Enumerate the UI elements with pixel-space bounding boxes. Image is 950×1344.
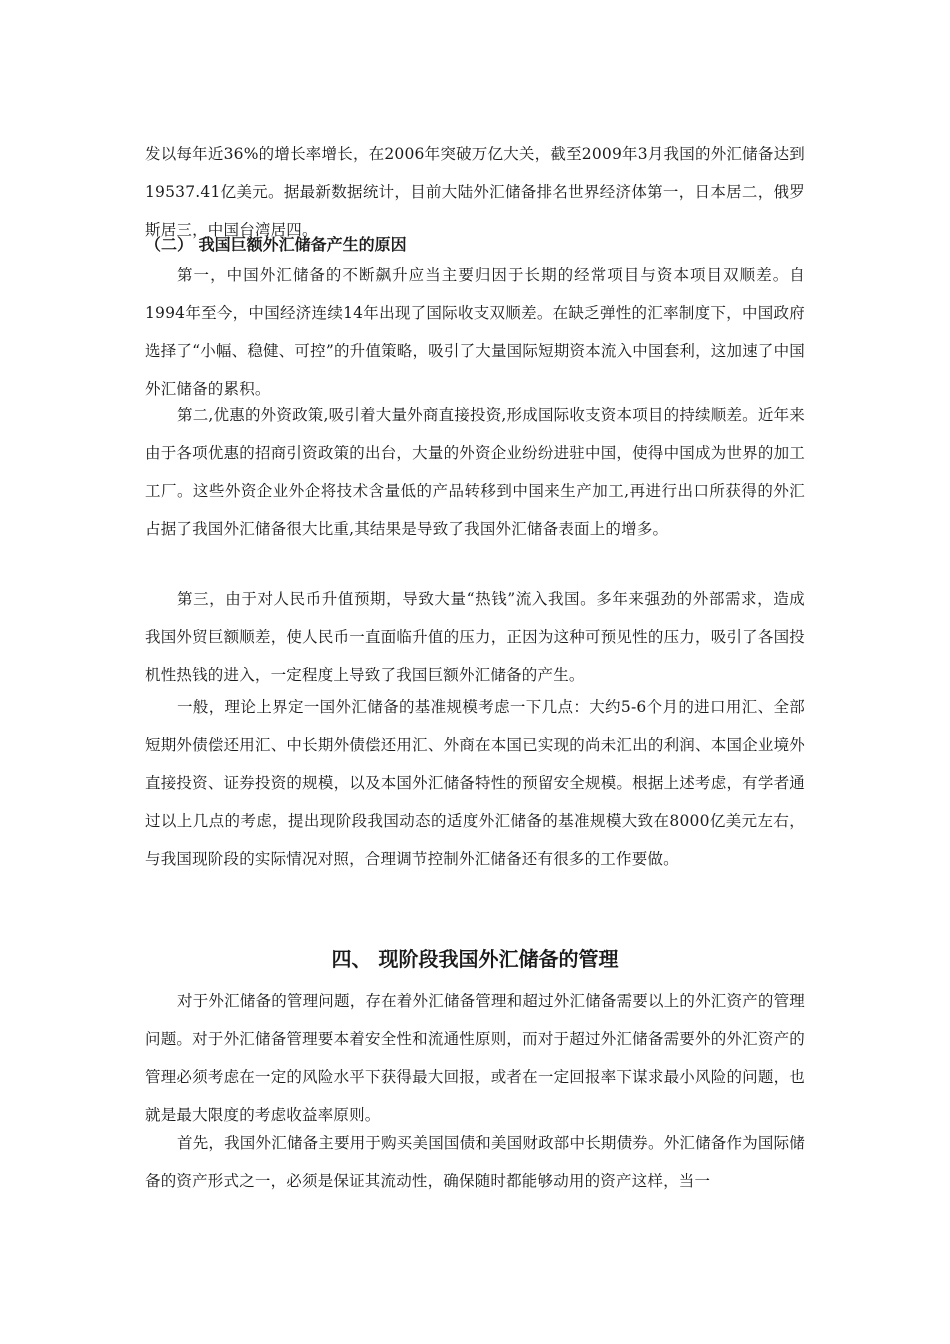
paragraph-management: 对于外汇储备的管理问题，存在着外汇储备管理和超过外汇储备需要以上的外汇资产的管理问题。对于外汇储备管理要本着安全性和流通性原则，而对于超过外汇储备需要外的外汇资产的管理必须考虑在一定的风险水平下获得最大回报，或者在一定回报率下谋求最小风险的问题，也就是最大限度的考虑收益率原则。: [145, 992, 806, 1124]
paragraph-reason-second: 第二,优惠的外资政策,吸引着大量外商直接投资,形成国际收支资本项目的持续顺差。近年来由于各项优惠的招商引资政策的出台，大量的外资企业纷纷进驻中国，使得中国成为世界的加工工厂。这些外资企业外企将技术含量低的产品转移到中国来生产加工,再进行出口所获得的外汇占据了我国外汇储备很大比重,其结果是导致了我国外汇储备表面上的增多。: [145, 406, 805, 538]
subsection-heading: （二） 我国巨额外汇储备产生的原因: [145, 235, 407, 254]
paragraph-reason-third: 第三，由于对人民币升值预期，导致大量“热钱”流入我国。多年来强劲的外部需求，造成我国外贸巨额顺差，使人民币一直面临升值的压力，正因为这种可预见性的压力，吸引了各国投机性热钱的进入，一定程度上导致了我国巨额外汇储备的产生。: [145, 590, 805, 684]
paragraph-reserve-scale: 一般，理论上界定一国外汇储备的基准规模考虑一下几点：大约5-6个月的进口用汇、全部短期外债偿还用汇、中长期外债偿还用汇、外商在本国已实现的尚未汇出的利润、本国企业境外直接投资、证券投资的规模，以及本国外汇储备特性的预留安全规模。根据上述考虑，有学者通过以上几点的考虑，提出现阶段我国动态的适度外汇储备的基准规模大致在8000亿美元左右，与我国现阶段的实际情况对照，合理调节控制外汇储备还有很多的工作要做。: [145, 698, 805, 868]
paragraph-reserve-growth: 发以每年近36%的增长率增长，在2006年突破万亿大关，截至2009年3月我国的外汇储备达到19537.41亿美元。据最新数据统计，目前大陆外汇储备排名世界经济体第一，日本居二，俄罗斯居三，中国台湾居四。: [145, 145, 805, 239]
paragraph-us-bonds: 首先，我国外汇储备主要用于购买美国国债和美国财政部中长期债券。外汇储备作为国际储备的资产形式之一，必须是保证其流动性，确保随时都能够动用的资产这样，当一: [145, 1134, 806, 1190]
paragraph-reason-first: 第一，中国外汇储备的不断飙升应当主要归因于长期的经常项目与资本项目双顺差。自1994年至今，中国经济连续14年出现了国际收支双顺差。在缺乏弹性的汇率制度下，中国政府选择了“小幅、稳健、可控”的升值策略，吸引了大量国际短期资本流入中国套利，这加速了中国外汇储备的累积。: [145, 266, 805, 398]
section-heading: 四、 现阶段我国外汇储备的管理: [331, 947, 619, 971]
